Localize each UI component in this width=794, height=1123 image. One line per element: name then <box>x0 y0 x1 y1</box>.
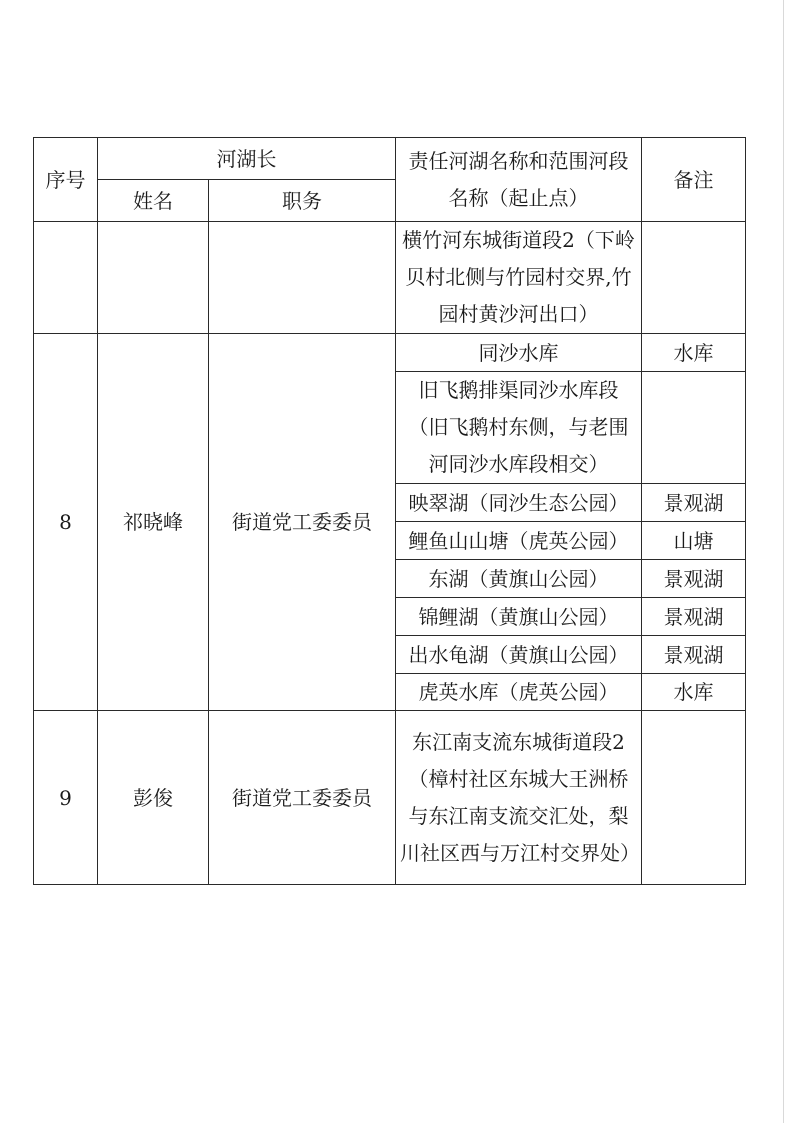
remark-cell: 景观湖 <box>642 598 746 636</box>
position-cell: 街道党工委委员 <box>209 711 396 885</box>
seq-cell <box>34 222 98 334</box>
reach-cell: 出水龟湖（黄旗山公园） <box>396 636 642 674</box>
remark-cell: 景观湖 <box>642 636 746 674</box>
name-cell: 祁晓峰 <box>98 334 209 711</box>
header-name: 姓名 <box>98 180 209 222</box>
position-cell <box>209 222 396 334</box>
table-row <box>34 222 746 334</box>
position-cell: 街道党工委委员 <box>209 334 396 711</box>
remark-cell: 景观湖 <box>642 484 746 522</box>
header-seq: 序号 <box>34 138 98 222</box>
remark-cell <box>642 222 746 334</box>
reach-cell: 东湖（黄旗山公园） <box>396 560 642 598</box>
remark-cell: 水库 <box>642 334 746 372</box>
reach-cell: 映翠湖（同沙生态公园） <box>396 484 642 522</box>
name-cell <box>98 222 209 334</box>
name-cell: 彭俊 <box>98 711 209 885</box>
remark-cell: 景观湖 <box>642 560 746 598</box>
reach-cell: 鲤鱼山山塘（虎英公园） <box>396 522 642 560</box>
header-position: 职务 <box>209 180 396 222</box>
table-row <box>34 711 746 885</box>
remark-cell: 水库 <box>642 674 746 711</box>
reach-cell: 锦鲤湖（黄旗山公园） <box>396 598 642 636</box>
river-chief-table <box>33 137 746 885</box>
seq-cell: 9 <box>34 711 98 885</box>
seq-cell: 8 <box>34 334 98 711</box>
header-river-chief: 河湖长 <box>98 138 396 180</box>
reach-cell: 东江南支流东城街道段2（樟村社区东城大王洲桥与东江南支流交汇处，梨川社区西与万江村交界处） <box>396 711 642 885</box>
remark-cell <box>642 372 746 484</box>
remark-cell: 山塘 <box>642 522 746 560</box>
reach-cell: 旧飞鹅排渠同沙水库段（旧飞鹅村东侧，与老围河同沙水库段相交） <box>396 372 642 484</box>
header-remark: 备注 <box>642 138 746 222</box>
reach-cell: 虎英水库（虎英公园） <box>396 674 642 711</box>
header-reach: 责任河湖名称和范围河段名称（起止点） <box>396 138 642 222</box>
remark-cell <box>642 711 746 885</box>
table-row <box>34 334 746 372</box>
reach-cell: 同沙水库 <box>396 334 642 372</box>
page-edge <box>783 0 784 1123</box>
reach-cell: 横竹河东城街道段2（下岭贝村北侧与竹园村交界,竹园村黄沙河出口） <box>396 222 642 334</box>
